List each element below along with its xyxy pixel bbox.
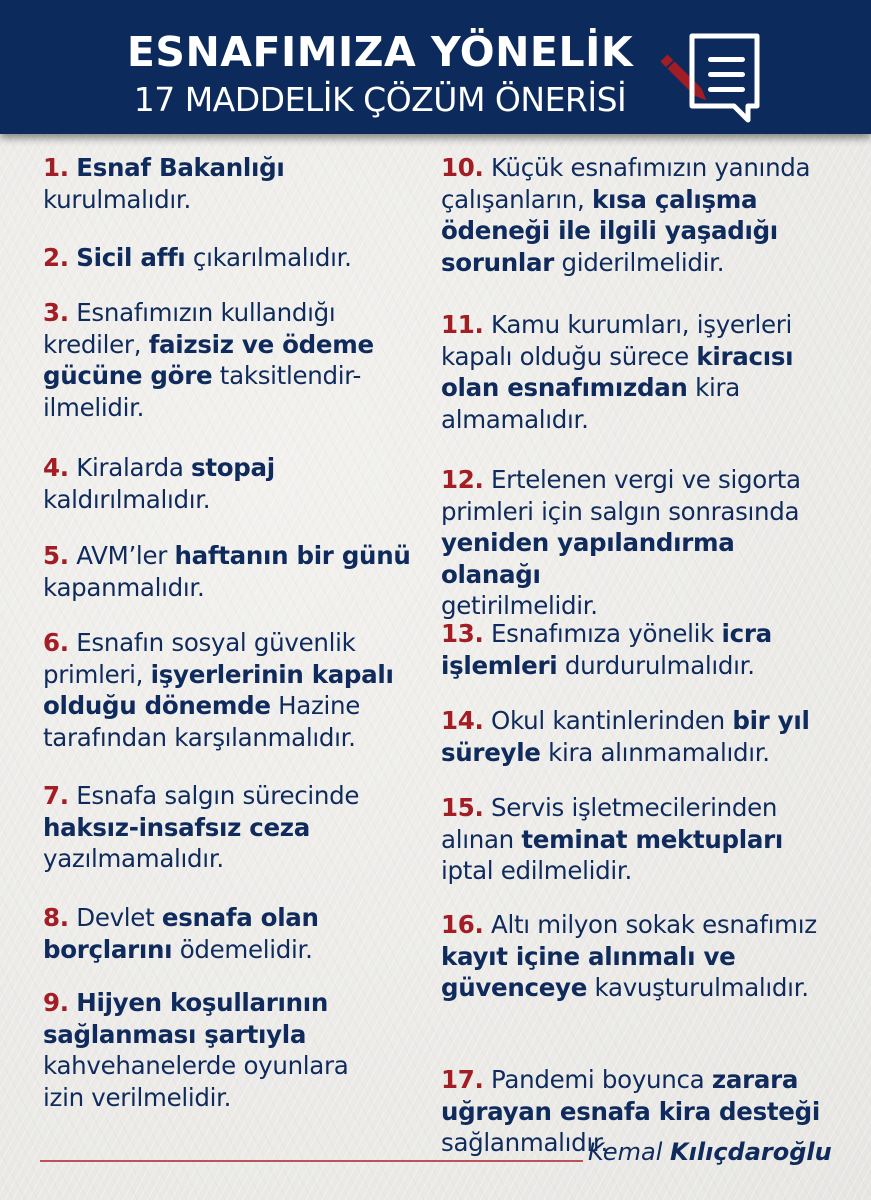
list-item-15 bbox=[441, 792, 841, 887]
list-item-2 bbox=[43, 242, 423, 274]
body-text: kira alınmamalıdır. bbox=[540, 737, 770, 767]
body-text: Ertelenen vergi ve sigorta bbox=[483, 465, 801, 494]
title-line-2: 17 MADDELİK ÇÖZÜM ÖNERİSİ bbox=[133, 80, 627, 119]
emphasis-text: haftanın bir günü bbox=[174, 541, 411, 570]
item-number: 6. bbox=[43, 628, 69, 657]
body-text: izin verilmelidir. bbox=[43, 1082, 232, 1112]
item-number: 2. bbox=[43, 243, 69, 272]
list-item-13 bbox=[441, 618, 841, 681]
item-number: 16. bbox=[441, 910, 484, 939]
body-text: giderilmelidir. bbox=[554, 247, 725, 277]
body-text: Esnafımızın kullandığı bbox=[68, 298, 336, 327]
emphasis-text: uğrayan esnafa kira desteği bbox=[441, 1096, 820, 1126]
emphasis-text: kayıt içine alınmalı ve bbox=[441, 941, 736, 971]
body-text: sağlanmalıdır. bbox=[441, 1128, 608, 1157]
list-item-14 bbox=[441, 705, 841, 768]
body-text: Esnafımıza yönelik bbox=[483, 619, 722, 648]
emphasis-text: kısa çalışma bbox=[592, 184, 758, 214]
item-number: 3. bbox=[43, 298, 69, 327]
item-number: 1. bbox=[43, 153, 69, 182]
body-text: kaldırılmalıdır. bbox=[43, 484, 211, 514]
signature-divider bbox=[40, 1160, 583, 1162]
list-item-8 bbox=[43, 902, 423, 965]
body-text: alınan bbox=[441, 824, 522, 854]
body-text: primleri, bbox=[43, 659, 151, 689]
emphasis-text: esnafa olan bbox=[161, 903, 319, 932]
emphasis-text: borçlarını bbox=[43, 934, 173, 964]
body-text: Kamu kurumları, işyerleri bbox=[483, 310, 793, 339]
emphasis-text: haksız-insafsız ceza bbox=[43, 812, 310, 842]
document-with-pencil-icon bbox=[650, 30, 765, 125]
body-text: Pandemi boyunca bbox=[483, 1065, 712, 1094]
emphasis-text: sağlanması şartıyla bbox=[43, 1019, 307, 1049]
body-text: yazılmamalıdır. bbox=[43, 844, 224, 873]
body-text: ilmelidir. bbox=[43, 392, 145, 422]
body-text: Servis işletmecilerinden bbox=[483, 793, 778, 822]
body-text: AVM’ler bbox=[68, 541, 175, 570]
signature-first-name: Kemal bbox=[588, 1138, 663, 1166]
body-text: Kiralarda bbox=[68, 453, 192, 482]
emphasis-text: icra bbox=[721, 619, 772, 648]
item-number: 12. bbox=[441, 465, 484, 494]
body-text: kavuşturulmalıdır. bbox=[587, 973, 809, 1002]
item-number: 15. bbox=[441, 793, 484, 822]
body-text: taksitlendir- bbox=[212, 361, 361, 390]
body-text: Altı milyon sokak esnafımız bbox=[483, 910, 817, 939]
body-text: primleri için salgın sonrasında bbox=[441, 496, 800, 526]
item-number: 14. bbox=[441, 706, 484, 735]
list-item-7 bbox=[43, 780, 423, 875]
emphasis-text: kiracısı bbox=[696, 341, 794, 371]
emphasis-text: gücüne göre bbox=[43, 361, 213, 390]
item-number: 5. bbox=[43, 541, 69, 570]
emphasis-text: zarara bbox=[711, 1065, 799, 1094]
emphasis-text: faizsiz ve ödeme bbox=[148, 329, 374, 359]
emphasis-text: yeniden yapılandırma olanağı bbox=[441, 528, 735, 589]
emphasis-text: Sicil affı bbox=[76, 243, 186, 272]
item-number: 9. bbox=[43, 988, 69, 1017]
item-number: 13. bbox=[441, 619, 484, 648]
signature-last-name: Kılıçdaroğlu bbox=[670, 1138, 832, 1166]
body-text: kurulmalıdır. bbox=[43, 184, 191, 214]
body-text: Esnafa salgın sürecinde bbox=[68, 781, 360, 810]
title-line-1: ESNAFIMIZA YÖNELİK bbox=[126, 28, 634, 76]
body-text: durdurulmalıdır. bbox=[557, 650, 755, 680]
body-text: çıkarılmalıdır. bbox=[185, 243, 352, 272]
body-text: ödemelidir. bbox=[172, 934, 313, 964]
header-banner bbox=[0, 0, 871, 134]
body-text: çalışanların, bbox=[441, 184, 593, 214]
emphasis-text: ödeneği ile ilgili yaşadığı bbox=[441, 216, 778, 245]
item-number: 10. bbox=[441, 153, 484, 182]
emphasis-text: işlemleri bbox=[441, 650, 558, 680]
item-number: 11. bbox=[441, 310, 484, 339]
item-number: 7. bbox=[43, 781, 69, 810]
body-text: krediler, bbox=[43, 329, 149, 359]
list-item-6 bbox=[43, 627, 423, 753]
body-text: kira bbox=[687, 373, 740, 402]
list-item-1 bbox=[43, 152, 423, 215]
body-text: iptal edilmelidir. bbox=[441, 856, 632, 885]
list-item-10 bbox=[441, 152, 841, 278]
body-text: tarafından karşılanmalıdır. bbox=[43, 722, 356, 752]
item-number: 17. bbox=[441, 1065, 484, 1094]
body-text: Esnafın sosyal güvenlik bbox=[68, 628, 356, 657]
list-item-12 bbox=[441, 464, 841, 622]
list-item-3 bbox=[43, 297, 423, 423]
body-text: kahvehanelerde oyunlara bbox=[43, 1051, 349, 1080]
emphasis-text: Esnaf Bakanlığı bbox=[76, 153, 285, 182]
list-item-9 bbox=[43, 987, 423, 1113]
emphasis-text: olduğu dönemde bbox=[43, 691, 271, 720]
emphasis-text: işyerlerinin kapalı bbox=[150, 659, 394, 689]
emphasis-text: sorunlar bbox=[441, 247, 554, 277]
emphasis-text: bir yıl bbox=[732, 706, 810, 735]
emphasis-text: süreyle bbox=[441, 737, 541, 767]
emphasis-text: stopaj bbox=[191, 453, 275, 482]
body-text: kapanmalıdır. bbox=[43, 572, 205, 602]
body-text: Küçük esnafımızın yanında bbox=[483, 153, 811, 182]
emphasis-text: olan esnafımızdan bbox=[441, 373, 688, 402]
list-item-16 bbox=[441, 909, 841, 1004]
body-text: kapalı olduğu sürece bbox=[441, 341, 697, 371]
body-text: Devlet bbox=[68, 903, 162, 932]
item-number: 8. bbox=[43, 903, 69, 932]
emphasis-text: güvenceye bbox=[441, 973, 588, 1002]
body-text: Hazine bbox=[270, 691, 361, 720]
list-item-11 bbox=[441, 309, 841, 435]
list-item-4 bbox=[43, 452, 423, 515]
item-number: 4. bbox=[43, 453, 69, 482]
body-text: almamalıdır. bbox=[441, 404, 589, 434]
signature bbox=[588, 1138, 832, 1166]
emphasis-text: Hijyen koşullarının bbox=[76, 988, 329, 1017]
body-text: getirilmelidir. bbox=[441, 591, 598, 620]
body-text: Okul kantinlerinden bbox=[483, 706, 733, 735]
list-item-5 bbox=[43, 540, 423, 603]
emphasis-text: teminat mektupları bbox=[521, 824, 784, 854]
